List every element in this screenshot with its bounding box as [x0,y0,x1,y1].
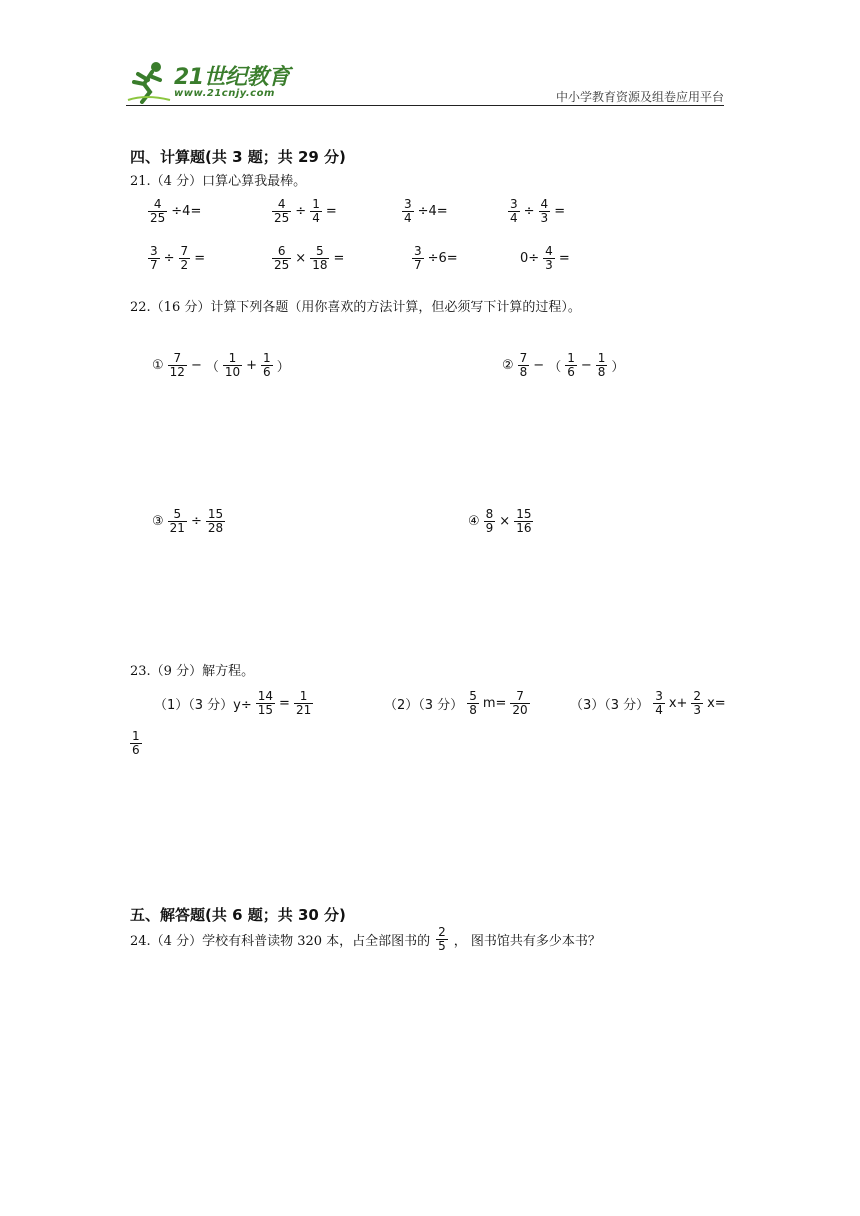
runner-logo-icon [126,60,172,104]
q21-item-2 [270,198,339,225]
fraction: $\frac{7}{2}$ [180,244,189,272]
expr-text: 0÷ [520,251,540,266]
expr-text: m= [482,696,507,711]
fraction: $\frac{4}{3}$ [545,244,553,272]
paren: ） [276,360,290,375]
expr-text: （3）（3 分） [570,698,650,713]
question-24-text-end: ， 图书馆共有多少本书？ [453,934,601,949]
header-platform-text: 中小学教育资源及组卷应用平台 [555,90,724,104]
fraction: $\frac{5}{18}$ [312,244,328,272]
fraction: $\frac{15}{16}$ [516,507,532,535]
logo-text: 21世纪教育 [174,65,290,90]
expr-text: = [333,251,345,266]
operator: ÷ [190,514,202,529]
q22-problem-3 [150,508,227,535]
circled-number: ④ [468,514,480,529]
q21-item-5 [146,245,207,272]
expr-text: = [554,204,566,219]
expr-text: x= [707,696,726,711]
circled-number: ③ [152,514,164,529]
expr-text: ÷6= [427,251,458,266]
fraction: $\frac{1}{6}$ [567,351,575,379]
operator: ÷ [523,204,535,219]
fraction: $\frac{6}{25}$ [274,244,290,272]
fraction: $\frac{1}{4}$ [312,197,320,225]
operator: − [580,358,592,373]
fraction: $\frac{4}{3}$ [540,197,549,225]
operator: = [279,696,290,711]
fraction: $\frac{15}{28}$ [207,507,224,535]
operator: × [499,514,511,529]
q22-problem-4 [466,508,535,535]
fraction: $\frac{4}{25}$ [274,197,290,225]
fraction: $\frac{3}{4}$ [510,197,518,225]
fraction: $\frac{1}{10}$ [224,351,241,379]
question-24 [130,926,601,953]
operator: ÷ [295,204,307,219]
expr-text: = [558,251,570,266]
fraction: $\frac{2}{5}$ [438,925,446,953]
fraction: $\frac{7}{8}$ [519,351,528,379]
fraction: $\frac{3}{7}$ [150,244,158,272]
fraction: $\frac{1}{6}$ [263,351,271,379]
logo-url: www.21cnjy.com [174,88,275,99]
fraction: $\frac{3}{7}$ [414,244,422,272]
section-4-title: 四、计算题(共 3 题；共 29 分) [130,148,346,166]
q21-item-8 [518,245,572,272]
fraction: $\frac{1}{6}$ [132,729,140,757]
fraction: $\frac{5}{21}$ [169,507,185,535]
fraction: $\frac{2}{3}$ [693,689,702,717]
q23-equation-2 [382,690,532,717]
paren: （ [548,360,562,375]
fraction: $\frac{7}{20}$ [512,689,528,717]
fraction: $\frac{7}{12}$ [169,351,185,379]
expr-text: x+ [668,696,688,711]
circled-number: ① [152,358,164,373]
expr-text: ÷4= [171,204,202,219]
q22-problem-1 [150,352,292,379]
question-24-text: 24.（4 分）学校有科普读物 320 本，占全部图书的 [130,934,431,949]
q21-item-1 [146,198,203,225]
fraction: $\frac{1}{21}$ [295,689,312,717]
operator: ÷ [163,251,175,266]
fraction: $\frac{3}{4}$ [404,197,412,225]
expr-text: ÷4= [417,204,448,219]
question-21-label: 21.（4 分）口算心算我最棒。 [130,174,307,189]
q21-item-7 [410,245,460,272]
fraction: $\frac{5}{8}$ [469,689,477,717]
fraction: $\frac{3}{4}$ [655,689,663,717]
expr-text: （1）（3 分）y÷ [154,698,252,713]
header-divider [126,105,724,106]
fraction: $\frac{8}{9}$ [485,507,494,535]
operator: − [190,358,202,373]
fraction: $\frac{4}{25}$ [150,197,166,225]
q21-item-6 [270,245,346,272]
fraction: $\frac{1}{8}$ [597,351,606,379]
paren: （ [205,360,219,375]
expr-text: = [194,251,206,266]
q23-equation-3 [568,690,728,717]
paren: ） [611,360,625,375]
circled-number: ② [502,358,514,373]
q23-equation-3-rhs [128,730,144,757]
expr-text: = [325,204,337,219]
q21-item-4 [506,198,567,225]
section-5-title: 五、解答题(共 6 题；共 30 分) [130,906,346,924]
operator: + [246,358,258,373]
operator: − [533,358,545,373]
logo [126,60,296,106]
q23-equation-1 [152,690,315,717]
q21-item-3 [400,198,450,225]
question-22-label: 22.（16 分）计算下列各题（用你喜欢的方法计算，但必须写下计算的过程）。 [130,300,581,315]
fraction: $\frac{14}{15}$ [257,689,274,717]
q22-problem-2 [500,352,626,379]
expr-text: （2）（3 分） [384,698,464,713]
question-23-label: 23.（9 分）解方程。 [130,664,255,679]
operator: × [295,251,307,266]
